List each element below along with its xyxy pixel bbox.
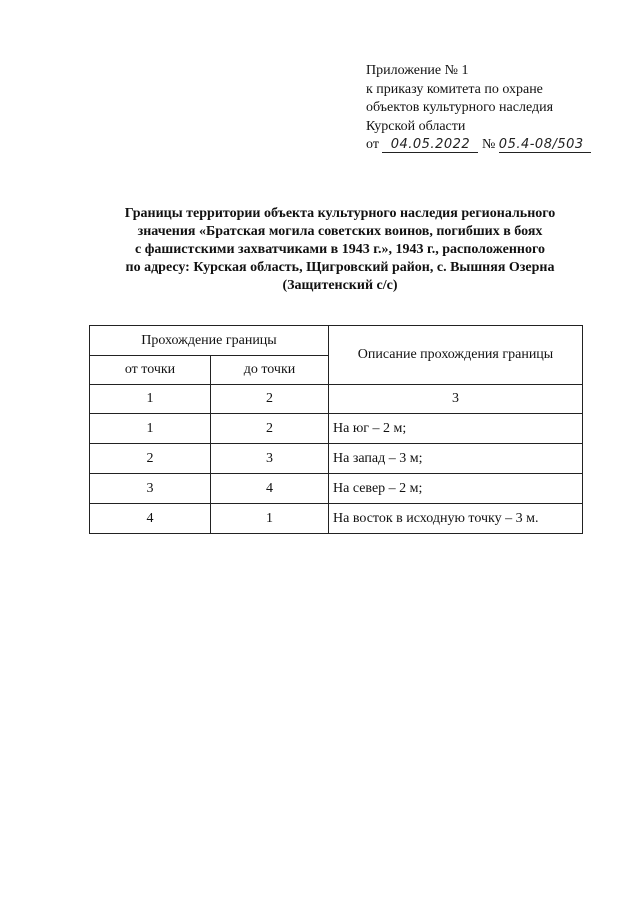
title-line-5: (Защитенский с/с) xyxy=(282,278,398,293)
header-row-1 xyxy=(90,326,583,356)
description-cell: На юг – 2 м; xyxy=(329,414,583,444)
table-row xyxy=(90,504,583,534)
from-point-cell: 3 xyxy=(90,474,211,504)
order-date: 04.05.2022 xyxy=(390,137,471,152)
header-boundary-passage: Прохождение границы xyxy=(90,326,329,356)
table-row xyxy=(90,414,583,444)
table-row xyxy=(90,474,583,504)
title-line-1: Границы территории объекта культурного наследия регионального xyxy=(124,206,556,221)
from-label: от xyxy=(366,137,379,152)
header-description: Описание прохождения границы xyxy=(329,326,583,385)
column-number: 2 xyxy=(211,385,329,414)
order-number: 05.4-08/503 xyxy=(498,137,584,152)
appendix-line-committee: объектов культурного наследия xyxy=(366,100,554,115)
appendix-line-order: к приказу комитета по охране xyxy=(366,81,543,97)
from-point-cell: 1 xyxy=(90,414,211,444)
column-number: 3 xyxy=(329,385,583,414)
title-line-3: с фашистскими захватчиками в 1943 г.», 1943 г., расположенного xyxy=(135,242,545,257)
column-number-row xyxy=(90,385,583,414)
date-underline xyxy=(382,137,478,153)
number-label: № xyxy=(481,137,496,152)
appendix-line-region: Курской области xyxy=(366,118,466,134)
to-point-cell: 3 xyxy=(211,444,329,474)
to-point-cell: 1 xyxy=(211,504,329,534)
description-cell: На север – 2 м; xyxy=(329,474,583,504)
from-point-cell: 2 xyxy=(90,444,211,474)
description-cell: На восток в исходную точку – 3 м. xyxy=(329,504,583,534)
title-line-4: по адресу: Курская область, Щигровский район, с. Вышняя Озерна xyxy=(125,260,555,275)
boundary-table xyxy=(89,325,583,534)
header-to-point: до точки xyxy=(211,356,329,385)
number-underline xyxy=(499,137,591,153)
appendix-date-number-line xyxy=(366,136,626,155)
to-point-cell: 4 xyxy=(211,474,329,504)
appendix-title: Приложение № 1 xyxy=(366,63,469,78)
column-number: 1 xyxy=(90,385,211,414)
from-point-cell: 4 xyxy=(90,504,211,534)
title-line-2: значения «Братская могила советских воинов, погибших в боях xyxy=(137,224,543,239)
to-point-cell: 2 xyxy=(211,414,329,444)
table-row xyxy=(90,444,583,474)
header-from-point: от точки xyxy=(90,356,211,385)
appendix-block xyxy=(366,62,626,155)
description-cell: На запад – 3 м; xyxy=(329,444,583,474)
document-title xyxy=(90,205,590,295)
